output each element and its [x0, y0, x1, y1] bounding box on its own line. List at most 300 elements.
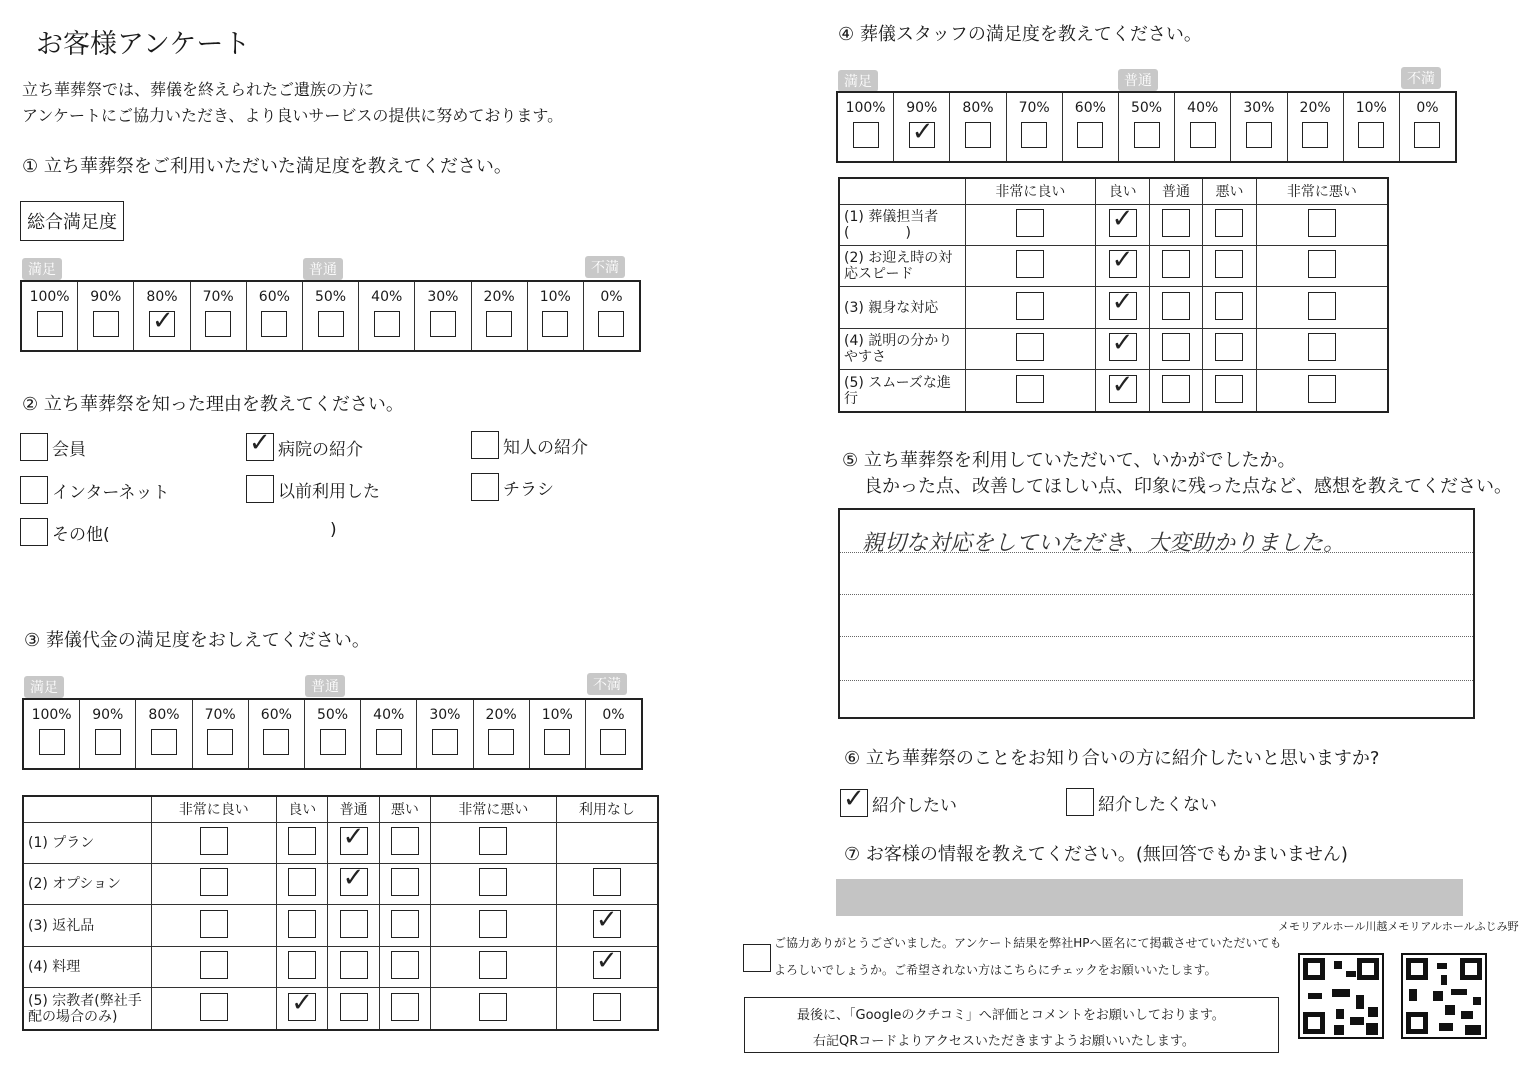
check-mark: ✓ [1111, 245, 1134, 276]
grid-cell [151, 863, 277, 904]
scale-label: 60% [260, 707, 292, 723]
scale-cell [1007, 93, 1063, 161]
scale-checkbox[interactable] [1246, 122, 1272, 148]
grid-row-label: (5) 宗教者(弊社手配の場合のみ) [23, 988, 151, 1030]
grid-row-label: (4) 説明の分かりやすさ [839, 328, 965, 369]
grid-checkbox[interactable] [1215, 209, 1243, 237]
scale-cell [472, 282, 528, 350]
grid-cell [965, 287, 1096, 328]
scale-checkbox[interactable] [149, 306, 175, 337]
grid-corner [23, 796, 151, 822]
grid-checkbox[interactable] [1016, 375, 1044, 403]
grid-checkbox[interactable] [1109, 286, 1137, 320]
scale-checkbox[interactable] [1077, 122, 1103, 148]
q3-price-grid [22, 795, 659, 1031]
grid-cell [277, 946, 328, 987]
scale-cell [1400, 93, 1455, 161]
grid-cell [965, 370, 1096, 412]
grid-row-label: (1) プラン [23, 822, 151, 863]
grid-row-label: (1) 葬儀担当者 ( ) [839, 204, 965, 245]
scale-cell [584, 282, 639, 350]
scale-checkbox[interactable] [600, 729, 626, 755]
grid-checkbox[interactable] [1016, 250, 1044, 278]
scale-label: 50% [1130, 100, 1163, 116]
scale-checkbox[interactable] [261, 311, 287, 337]
grid-checkbox[interactable] [1162, 292, 1190, 320]
grid-row-label: (2) お迎え時の対応スピード [839, 245, 965, 286]
grid-cell [556, 988, 658, 1030]
scale-label: 80% [962, 100, 994, 116]
grid-column-header: 良い [1096, 178, 1149, 204]
scale-checkbox[interactable] [1414, 122, 1440, 148]
grid-column-header: 悪い [379, 796, 430, 822]
grid-checkbox[interactable] [1308, 209, 1336, 237]
scale-cell [136, 700, 192, 768]
grid-checkbox[interactable] [1109, 328, 1137, 361]
intro-line-2: アンケートにご協力いただき、より良いサービスの提供に努めております。 [22, 106, 564, 125]
badge-satisfied: 満足 [22, 258, 62, 280]
scale-cell [305, 700, 361, 768]
scale-cell [1231, 93, 1287, 161]
grid-checkbox[interactable] [1308, 375, 1336, 403]
scale-label: 60% [258, 289, 290, 305]
scale-checkbox[interactable] [39, 729, 65, 755]
grid-corner [839, 178, 965, 204]
grid-cell [328, 946, 379, 987]
scale-cell [1288, 93, 1344, 161]
grid-checkbox[interactable] [1162, 333, 1190, 361]
grid-checkbox[interactable] [1308, 292, 1336, 320]
grid-cell [1203, 370, 1256, 412]
badge-dissatisfied: 不満 [587, 673, 627, 695]
q2-option-flyer[interactable] [471, 473, 554, 501]
grid-checkbox[interactable] [1215, 375, 1243, 403]
grid-checkbox[interactable] [200, 827, 228, 855]
grid-checkbox[interactable] [479, 868, 507, 896]
scale-cell [134, 282, 190, 350]
grid-cell [965, 204, 1096, 245]
scale-checkbox[interactable] [1302, 122, 1328, 148]
q5-heading-1: ⑤ 立ち華葬祭を利用していただいて、いかがでしたか。 [842, 450, 1296, 471]
grid-checkbox[interactable] [479, 910, 507, 938]
q6-option-no[interactable] [1066, 788, 1217, 816]
grid-row-label: (4) 料理 [23, 946, 151, 987]
grid-checkbox[interactable] [288, 951, 316, 979]
grid-cell [431, 863, 557, 904]
scale-cell [193, 700, 249, 768]
scale-cell [586, 700, 641, 768]
grid-checkbox[interactable] [1016, 333, 1044, 361]
grid-cell [277, 988, 328, 1030]
q1-satisfaction-scale [20, 280, 641, 352]
q5-heading-2: 良かった点、改善してほしい点、印象に残った点など、感想を教えてください。 [864, 476, 1512, 497]
scale-cell [247, 282, 303, 350]
scale-checkbox[interactable] [909, 117, 935, 148]
scale-label: 50% [316, 707, 349, 723]
grid-cell [151, 905, 277, 946]
grid-cell [1256, 328, 1388, 369]
q7-heading: ⑦ お客様の情報を教えてください。(無回答でもかまいません) [844, 844, 1348, 865]
scale-label: 0% [600, 289, 623, 305]
scale-cell [1175, 93, 1231, 161]
scale-label: 20% [485, 707, 517, 723]
grid-cell [1256, 245, 1388, 286]
check-mark: ✓ [249, 428, 271, 458]
scale-cell [80, 700, 136, 768]
grid-cell [151, 822, 277, 863]
scale-checkbox[interactable] [1134, 122, 1160, 148]
badge-dissatisfied: 不満 [585, 256, 625, 278]
scale-label: 0% [1416, 100, 1439, 116]
grid-column-header: 非常に良い [965, 178, 1096, 204]
grid-checkbox[interactable] [340, 993, 368, 1021]
grid-cell [277, 822, 328, 863]
grid-checkbox[interactable] [1308, 333, 1336, 361]
scale-checkbox[interactable] [853, 122, 879, 148]
badge-satisfied: 満足 [24, 676, 64, 698]
scale-label: 90% [906, 100, 938, 116]
scale-cell [191, 282, 247, 350]
grid-checkbox[interactable] [1162, 209, 1190, 237]
grid-checkbox[interactable] [391, 868, 419, 896]
grid-cell [328, 863, 379, 904]
q2-option-internet[interactable] [20, 476, 169, 504]
q2-option-hospital[interactable] [246, 428, 363, 461]
grid-checkbox[interactable] [1109, 245, 1137, 278]
grid-cell [1149, 370, 1202, 412]
scale-cell [1119, 93, 1175, 161]
scale-label: 80% [146, 289, 178, 305]
scale-label: 70% [1018, 100, 1050, 116]
grid-checkbox[interactable] [200, 993, 228, 1021]
grid-checkbox[interactable] [479, 951, 507, 979]
grid-checkbox[interactable] [479, 993, 507, 1021]
option-label: 紹介したい [872, 795, 957, 816]
scale-label: 90% [92, 707, 124, 723]
q6-option-yes[interactable] [840, 784, 957, 817]
scale-cell [528, 282, 584, 350]
checkbox[interactable] [20, 433, 48, 461]
grid-cell [379, 946, 430, 987]
check-mark: ✓ [595, 904, 618, 935]
grid-column-header: 利用なし [556, 796, 658, 822]
grid-cell [1096, 204, 1149, 245]
grid-checkbox[interactable] [288, 868, 316, 896]
grid-cell [1256, 287, 1388, 328]
q4-staff-grid [838, 177, 1389, 413]
scale-label: 0% [602, 707, 625, 723]
scale-label: 50% [314, 289, 347, 305]
grid-column-header: 普通 [1149, 178, 1202, 204]
grid-checkbox[interactable] [340, 821, 368, 855]
scale-cell [474, 700, 530, 768]
grid-checkbox[interactable] [200, 910, 228, 938]
grid-checkbox[interactable] [593, 993, 621, 1021]
scale-cell [415, 282, 471, 350]
grid-cell [1203, 328, 1256, 369]
grid-cell [1149, 287, 1202, 328]
q4-satisfaction-scale [836, 91, 1457, 163]
check-mark: ✓ [342, 821, 365, 852]
scale-checkbox[interactable] [207, 729, 233, 755]
check-mark: ✓ [291, 987, 314, 1018]
q4-heading: ④ 葬儀スタッフの満足度を教えてください。 [838, 24, 1202, 45]
q1-heading: ① 立ち華葬祭をご利用いただいた満足度を教えてください。 [22, 156, 512, 177]
page-title: お客様アンケート [36, 29, 251, 60]
option-label: 紹介したくない [1098, 794, 1217, 815]
scale-cell [22, 282, 78, 350]
grid-row-label: (5) スムーズな進行 [839, 370, 965, 412]
q2-option-other[interactable] [20, 518, 110, 546]
grid-cell [379, 905, 430, 946]
grid-checkbox[interactable] [288, 827, 316, 855]
scale-label: 10% [539, 289, 571, 305]
scale-label: 70% [204, 707, 236, 723]
scale-checkbox[interactable] [37, 311, 63, 337]
q6-heading: ⑥ 立ち華葬祭のことをお知り合いの方に紹介したいと思いますか? [844, 748, 1380, 769]
scale-checkbox[interactable] [318, 311, 344, 337]
checkbox[interactable] [246, 428, 274, 461]
grid-cell [1149, 245, 1202, 286]
scale-cell [24, 700, 80, 768]
grid-cell [277, 863, 328, 904]
grid-checkbox[interactable] [288, 910, 316, 938]
grid-checkbox[interactable] [391, 827, 419, 855]
grid-cell [965, 245, 1096, 286]
check-mark: ✓ [1111, 369, 1134, 400]
q2-heading: ② 立ち華葬祭を知った理由を教えてください。 [22, 394, 404, 415]
checkbox[interactable] [20, 518, 48, 546]
scale-cell [78, 282, 134, 350]
scale-label: 30% [429, 707, 461, 723]
q2-option-acquaintance[interactable] [471, 431, 588, 459]
grid-row-label: (2) オプション [23, 863, 151, 904]
grid-column-header: 悪い [1203, 178, 1256, 204]
badge-normal: 普通 [1118, 69, 1158, 91]
scale-label: 100% [31, 707, 72, 723]
option-label: 病院の紹介 [278, 439, 363, 460]
grid-cell [379, 822, 430, 863]
grid-column-header: 非常に悪い [431, 796, 557, 822]
scale-label: 90% [90, 289, 122, 305]
scale-checkbox[interactable] [151, 729, 177, 755]
scale-checkbox[interactable] [1358, 122, 1384, 148]
grid-checkbox[interactable] [1109, 203, 1137, 237]
q3-heading: ③ 葬儀代金の満足度をおしえてください。 [24, 630, 370, 651]
scale-cell [894, 93, 950, 161]
grid-checkbox[interactable] [1016, 209, 1044, 237]
scale-label: 10% [1355, 100, 1387, 116]
grid-cell [431, 905, 557, 946]
grid-cell [1203, 245, 1256, 286]
scale-label: 60% [1074, 100, 1106, 116]
grid-cell [328, 905, 379, 946]
grid-row-label: (3) 親身な対応 [839, 287, 965, 328]
grid-cell [1256, 204, 1388, 245]
scale-label: 100% [845, 100, 886, 116]
grid-column-header: 非常に悪い [1256, 178, 1388, 204]
checkbox[interactable] [20, 476, 48, 504]
check-mark: ✓ [843, 784, 865, 814]
grid-checkbox[interactable] [593, 904, 621, 938]
grid-cell [379, 988, 430, 1030]
scale-label: 40% [373, 707, 405, 723]
checkbox[interactable] [471, 431, 499, 459]
grid-checkbox[interactable] [1016, 292, 1044, 320]
scale-checkbox[interactable] [263, 729, 289, 755]
scale-checkbox[interactable] [95, 729, 121, 755]
grid-checkbox[interactable] [1308, 250, 1336, 278]
grid-checkbox[interactable] [1162, 375, 1190, 403]
grid-cell [151, 946, 277, 987]
scale-checkbox[interactable] [93, 311, 119, 337]
grid-cell [328, 822, 379, 863]
intro-line-1: 立ち華葬祭では、葬儀を終えられたご遺族の方に [22, 80, 375, 99]
grid-checkbox[interactable] [200, 951, 228, 979]
scale-label: 80% [148, 707, 180, 723]
grid-cell [151, 988, 277, 1030]
q2-option-previous[interactable] [246, 475, 380, 503]
badge-normal: 普通 [305, 675, 345, 697]
grid-checkbox[interactable] [1215, 250, 1243, 278]
grid-cell [556, 863, 658, 904]
scale-cell [838, 93, 894, 161]
q5-comment-box[interactable] [838, 508, 1475, 719]
option-label: 知人の紹介 [503, 437, 588, 458]
checkbox[interactable] [471, 473, 499, 501]
check-mark: ✓ [1111, 286, 1134, 317]
scale-cell [249, 700, 305, 768]
grid-cell [1096, 328, 1149, 369]
other-close-paren: ) [330, 520, 337, 540]
check-mark: ✓ [151, 306, 174, 336]
scale-cell [530, 700, 586, 768]
grid-checkbox[interactable] [1215, 292, 1243, 320]
grid-cell [556, 905, 658, 946]
scale-checkbox[interactable] [430, 311, 456, 337]
qr-caption: メモリアルホール川越メモリアルホールふじみ野 [1278, 920, 1519, 933]
grid-checkbox[interactable] [340, 951, 368, 979]
scale-checkbox[interactable] [205, 311, 231, 337]
grid-cell [431, 822, 557, 863]
scale-cell [359, 282, 415, 350]
scale-label: 10% [541, 707, 573, 723]
grid-cell [379, 863, 430, 904]
scale-label: 40% [1187, 100, 1219, 116]
grid-checkbox[interactable] [1215, 333, 1243, 361]
grid-cell [1203, 204, 1256, 245]
scale-label: 20% [1299, 100, 1331, 116]
scale-cell [303, 282, 359, 350]
option-label: 以前利用した [278, 481, 380, 502]
grid-cell [1096, 287, 1149, 328]
q2-option-member[interactable] [20, 433, 86, 461]
grid-checkbox[interactable] [593, 868, 621, 896]
grid-cell [431, 988, 557, 1030]
grid-cell [431, 946, 557, 987]
grid-cell [277, 905, 328, 946]
scale-cell [1063, 93, 1119, 161]
consent-line-2: よろしいでしょうか。ご希望されない方はこちらにチェックをお願いいたします。 [774, 963, 1217, 977]
grid-checkbox[interactable] [391, 993, 419, 1021]
grid-checkbox[interactable] [340, 863, 368, 896]
checkbox[interactable] [246, 475, 274, 503]
scale-checkbox[interactable] [965, 122, 991, 148]
badge-normal: 普通 [303, 258, 343, 280]
qr-code-kawagoe[interactable] [1298, 953, 1384, 1039]
scale-checkbox[interactable] [1190, 122, 1216, 148]
grid-checkbox[interactable] [1162, 250, 1190, 278]
scale-cell [417, 700, 473, 768]
scale-label: 100% [29, 289, 70, 305]
option-label: その他( [52, 524, 110, 545]
grid-checkbox[interactable] [593, 946, 621, 979]
grid-column-header: 非常に良い [151, 796, 277, 822]
q1-label: 総合満足度 [20, 201, 124, 241]
grid-cell [328, 988, 379, 1030]
grid-cell [1149, 328, 1202, 369]
grid-column-header: 良い [277, 796, 328, 822]
option-label: 会員 [52, 439, 86, 460]
scale-checkbox[interactable] [432, 729, 458, 755]
redacted-customer-info [836, 879, 1463, 916]
check-mark: ✓ [1111, 328, 1134, 359]
check-mark: ✓ [342, 863, 365, 894]
badge-satisfied: 満足 [838, 70, 878, 92]
grid-checkbox[interactable] [1109, 369, 1137, 403]
option-label: チラシ [503, 479, 554, 500]
scale-checkbox[interactable] [486, 311, 512, 337]
scale-checkbox[interactable] [598, 311, 624, 337]
scale-label: 30% [427, 289, 459, 305]
grid-cell [1203, 287, 1256, 328]
scale-checkbox[interactable] [376, 729, 402, 755]
grid-cell [1096, 370, 1149, 412]
checkbox[interactable] [1066, 788, 1094, 816]
q5-handwritten-answer: 親切な対応をしていただき、大変助かりました。 [862, 531, 1346, 556]
grid-checkbox[interactable] [288, 987, 316, 1021]
scale-checkbox[interactable] [542, 311, 568, 337]
scale-label: 20% [483, 289, 515, 305]
consent-checkbox[interactable] [743, 944, 771, 972]
scale-checkbox[interactable] [320, 729, 346, 755]
scale-checkbox[interactable] [544, 729, 570, 755]
grid-row-label: (3) 返礼品 [23, 905, 151, 946]
scale-cell [361, 700, 417, 768]
grid-cell [1096, 245, 1149, 286]
scale-label: 70% [202, 289, 234, 305]
scale-checkbox[interactable] [1021, 122, 1047, 148]
google-line-1: 最後に、「Googleのクチコミ」へ評価とコメントをお願いしております。 [797, 1008, 1225, 1023]
scale-cell [1344, 93, 1400, 161]
scale-checkbox[interactable] [374, 311, 400, 337]
scale-label: 30% [1243, 100, 1275, 116]
grid-checkbox[interactable] [479, 827, 507, 855]
scale-checkbox[interactable] [488, 729, 514, 755]
grid-checkbox[interactable] [200, 868, 228, 896]
grid-checkbox[interactable] [391, 951, 419, 979]
consent-line-1: ご協力ありがとうございました。アンケート結果を弊社HPへ匿名にて掲載させていただいても [774, 936, 1282, 950]
checkbox[interactable] [840, 784, 868, 817]
grid-checkbox[interactable] [340, 910, 368, 938]
check-mark: ✓ [911, 117, 934, 147]
option-label: インターネット [52, 482, 170, 503]
badge-dissatisfied: 不満 [1401, 67, 1441, 89]
grid-checkbox[interactable] [391, 910, 419, 938]
scale-cell [950, 93, 1006, 161]
qr-code-fujimino[interactable] [1401, 953, 1487, 1039]
grid-column-header: 普通 [328, 796, 379, 822]
